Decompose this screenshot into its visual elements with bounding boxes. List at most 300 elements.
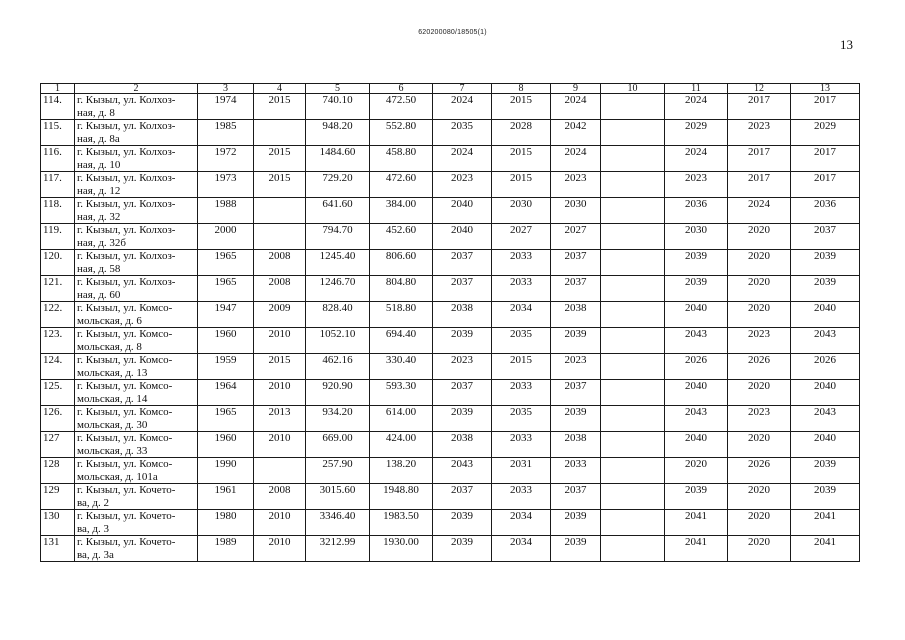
cell-col-12: 2024 (728, 198, 791, 224)
address-line-2: мольская, д. 101а (77, 470, 158, 483)
cell-col-5: 740.10 (306, 94, 370, 120)
table-row (41, 354, 860, 380)
cell-col-12: 2017 (728, 172, 791, 198)
cell-col-7: 2023 (433, 354, 492, 380)
address-line-2: мольская, д. 33 (77, 444, 148, 457)
cell-col-13: 2040 (791, 302, 860, 328)
row-number: 123. (41, 328, 75, 354)
table-row (41, 328, 860, 354)
cell-col-12: 2020 (728, 302, 791, 328)
address-line-1: г. Кызыл, ул. Колхоз- (77, 94, 176, 106)
address-cell (75, 406, 198, 432)
cell-col-7: 2038 (433, 302, 492, 328)
cell-col-11: 2040 (665, 380, 728, 406)
address-line-1: г. Кызыл, ул. Колхоз- (77, 198, 176, 210)
cell-col-6: 614.00 (370, 406, 433, 432)
cell-col-6: 1948.80 (370, 484, 433, 510)
cell-col-8: 2015 (492, 94, 551, 120)
data-table (40, 83, 860, 562)
cell-col-6: 472.60 (370, 172, 433, 198)
cell-col-13: 2043 (791, 406, 860, 432)
address-cell (75, 276, 198, 302)
cell-col-11: 2040 (665, 302, 728, 328)
cell-col-4: 2008 (254, 484, 306, 510)
cell-col-10 (601, 172, 665, 198)
row-number: 116. (41, 146, 75, 172)
table-row (41, 302, 860, 328)
address-line-2: ва, д. 2 (77, 496, 110, 509)
cell-col-3: 1965 (198, 276, 254, 302)
address-line-2: ва, д. 3 (77, 522, 110, 535)
cell-col-10 (601, 510, 665, 536)
cell-col-4: 2010 (254, 432, 306, 458)
cell-col-10 (601, 146, 665, 172)
row-number: 115. (41, 120, 75, 146)
row-number: 122. (41, 302, 75, 328)
cell-col-13: 2017 (791, 172, 860, 198)
cell-col-5: 3346.40 (306, 510, 370, 536)
cell-col-9: 2023 (551, 354, 601, 380)
table-row (41, 198, 860, 224)
address-line-2: ная, д. 58 (77, 262, 121, 275)
cell-col-11: 2043 (665, 328, 728, 354)
cell-col-10 (601, 536, 665, 562)
address-line-1: г. Кызыл, ул. Колхоз- (77, 250, 176, 262)
cell-col-8: 2033 (492, 250, 551, 276)
cell-col-7: 2037 (433, 276, 492, 302)
cell-col-13: 2039 (791, 250, 860, 276)
cell-col-9: 2030 (551, 198, 601, 224)
table-row (41, 458, 860, 484)
address-line-1: г. Кызыл, ул. Колхоз- (77, 276, 176, 288)
cell-col-4: 2015 (254, 354, 306, 380)
cell-col-5: 462.16 (306, 354, 370, 380)
cell-col-9: 2024 (551, 146, 601, 172)
cell-col-4 (254, 224, 306, 250)
cell-col-6: 1983.50 (370, 510, 433, 536)
address-line-1: г. Кызыл, ул. Комсо- (77, 406, 173, 418)
cell-col-12: 2023 (728, 120, 791, 146)
cell-col-9: 2039 (551, 328, 601, 354)
cell-col-5: 934.20 (306, 406, 370, 432)
address-line-2: мольская, д. 30 (77, 418, 148, 431)
cell-col-5: 3212.99 (306, 536, 370, 562)
cell-col-9: 2033 (551, 458, 601, 484)
address-cell (75, 380, 198, 406)
cell-col-7: 2039 (433, 510, 492, 536)
address-cell (75, 250, 198, 276)
table-row (41, 536, 860, 562)
cell-col-9: 2039 (551, 510, 601, 536)
cell-col-11: 2040 (665, 432, 728, 458)
address-line-2: ная, д. 32 (77, 210, 121, 223)
address-line-2: мольская, д. 14 (77, 392, 148, 405)
cell-col-10 (601, 250, 665, 276)
cell-col-5: 794.70 (306, 224, 370, 250)
cell-col-10 (601, 302, 665, 328)
row-number: 125. (41, 380, 75, 406)
cell-col-11: 2023 (665, 172, 728, 198)
cell-col-13: 2036 (791, 198, 860, 224)
cell-col-9: 2037 (551, 276, 601, 302)
cell-col-12: 2026 (728, 354, 791, 380)
table-row (41, 172, 860, 198)
cell-col-5: 920.90 (306, 380, 370, 406)
cell-col-4: 2010 (254, 510, 306, 536)
cell-col-8: 2034 (492, 510, 551, 536)
address-cell (75, 328, 198, 354)
cell-col-10 (601, 432, 665, 458)
address-line-1: г. Кызыл, ул. Комсо- (77, 328, 173, 340)
address-cell (75, 510, 198, 536)
cell-col-13: 2017 (791, 146, 860, 172)
address-line-1: г. Кызыл, ул. Комсо- (77, 302, 173, 314)
address-cell (75, 536, 198, 562)
cell-col-13: 2037 (791, 224, 860, 250)
cell-col-13: 2017 (791, 94, 860, 120)
cell-col-12: 2017 (728, 94, 791, 120)
cell-col-6: 694.40 (370, 328, 433, 354)
column-header: 12 (728, 84, 791, 94)
cell-col-7: 2039 (433, 536, 492, 562)
cell-col-7: 2040 (433, 198, 492, 224)
address-line-2: ная, д. 10 (77, 158, 121, 171)
cell-col-7: 2037 (433, 250, 492, 276)
cell-col-5: 1052.10 (306, 328, 370, 354)
cell-col-5: 1245.40 (306, 250, 370, 276)
row-number: 130 (41, 510, 75, 536)
address-line-1: г. Кызыл, ул. Комсо- (77, 354, 173, 366)
cell-col-3: 1985 (198, 120, 254, 146)
address-line-2: мольская, д. 8 (77, 340, 142, 353)
row-number: 120. (41, 250, 75, 276)
row-number: 127 (41, 432, 75, 458)
cell-col-12: 2020 (728, 276, 791, 302)
cell-col-3: 1974 (198, 94, 254, 120)
table-row (41, 406, 860, 432)
column-header: 6 (370, 84, 433, 94)
cell-col-3: 1972 (198, 146, 254, 172)
address-cell (75, 94, 198, 120)
cell-col-7: 2024 (433, 146, 492, 172)
cell-col-13: 2040 (791, 432, 860, 458)
cell-col-6: 552.80 (370, 120, 433, 146)
row-number: 131 (41, 536, 75, 562)
cell-col-12: 2023 (728, 328, 791, 354)
cell-col-8: 2033 (492, 380, 551, 406)
address-line-2: ная, д. 8а (77, 132, 120, 145)
cell-col-10 (601, 458, 665, 484)
table-row (41, 94, 860, 120)
cell-col-11: 2024 (665, 146, 728, 172)
cell-col-9: 2037 (551, 380, 601, 406)
cell-col-13: 2039 (791, 276, 860, 302)
cell-col-4: 2015 (254, 172, 306, 198)
column-header: 10 (601, 84, 665, 94)
table-row (41, 510, 860, 536)
cell-col-8: 2015 (492, 354, 551, 380)
address-cell (75, 458, 198, 484)
cell-col-8: 2034 (492, 302, 551, 328)
row-number: 118. (41, 198, 75, 224)
cell-col-12: 2020 (728, 510, 791, 536)
column-header: 9 (551, 84, 601, 94)
address-line-1: г. Кызыл, ул. Колхоз- (77, 172, 176, 184)
cell-col-4: 2015 (254, 146, 306, 172)
cell-col-3: 1989 (198, 536, 254, 562)
address-cell (75, 224, 198, 250)
cell-col-3: 1961 (198, 484, 254, 510)
cell-col-10 (601, 406, 665, 432)
cell-col-4: 2010 (254, 328, 306, 354)
cell-col-3: 1990 (198, 458, 254, 484)
column-header: 7 (433, 84, 492, 94)
cell-col-3: 1960 (198, 432, 254, 458)
cell-col-6: 806.60 (370, 250, 433, 276)
cell-col-8: 2028 (492, 120, 551, 146)
cell-col-10 (601, 354, 665, 380)
column-header: 4 (254, 84, 306, 94)
cell-col-9: 2037 (551, 484, 601, 510)
cell-col-3: 1988 (198, 198, 254, 224)
cell-col-11: 2043 (665, 406, 728, 432)
address-cell (75, 120, 198, 146)
cell-col-7: 2024 (433, 94, 492, 120)
cell-col-3: 1964 (198, 380, 254, 406)
column-header: 1 (41, 84, 75, 94)
cell-col-10 (601, 328, 665, 354)
cell-col-11: 2036 (665, 198, 728, 224)
cell-col-13: 2029 (791, 120, 860, 146)
address-line-2: ная, д. 60 (77, 288, 121, 301)
cell-col-10 (601, 484, 665, 510)
row-number: 126. (41, 406, 75, 432)
cell-col-4 (254, 120, 306, 146)
cell-col-11: 2030 (665, 224, 728, 250)
address-cell (75, 198, 198, 224)
cell-col-12: 2020 (728, 536, 791, 562)
cell-col-8: 2035 (492, 406, 551, 432)
address-line-1: г. Кызыл, ул. Кочето- (77, 510, 176, 522)
cell-col-3: 1980 (198, 510, 254, 536)
address-line-2: ная, д. 8 (77, 106, 115, 119)
cell-col-7: 2038 (433, 432, 492, 458)
cell-col-3: 1960 (198, 328, 254, 354)
cell-col-8: 2030 (492, 198, 551, 224)
cell-col-7: 2040 (433, 224, 492, 250)
cell-col-5: 729.20 (306, 172, 370, 198)
table-row (41, 146, 860, 172)
address-line-1: г. Кызыл, ул. Колхоз- (77, 224, 176, 236)
table-row (41, 484, 860, 510)
cell-col-4: 2013 (254, 406, 306, 432)
cell-col-8: 2035 (492, 328, 551, 354)
cell-col-6: 593.30 (370, 380, 433, 406)
cell-col-11: 2029 (665, 120, 728, 146)
cell-col-3: 2000 (198, 224, 254, 250)
cell-col-13: 2026 (791, 354, 860, 380)
cell-col-4: 2008 (254, 250, 306, 276)
address-cell (75, 484, 198, 510)
cell-col-7: 2035 (433, 120, 492, 146)
cell-col-11: 2041 (665, 536, 728, 562)
address-line-1: г. Кызыл, ул. Кочето- (77, 536, 176, 548)
cell-col-11: 2024 (665, 94, 728, 120)
cell-col-6: 384.00 (370, 198, 433, 224)
cell-col-9: 2037 (551, 250, 601, 276)
column-header: 3 (198, 84, 254, 94)
cell-col-9: 2038 (551, 302, 601, 328)
cell-col-8: 2027 (492, 224, 551, 250)
cell-col-5: 948.20 (306, 120, 370, 146)
cell-col-3: 1959 (198, 354, 254, 380)
cell-col-11: 2020 (665, 458, 728, 484)
address-line-1: г. Кызыл, ул. Кочето- (77, 484, 176, 496)
cell-col-9: 2038 (551, 432, 601, 458)
address-line-1: г. Кызыл, ул. Комсо- (77, 380, 173, 392)
table-row (41, 120, 860, 146)
cell-col-6: 424.00 (370, 432, 433, 458)
cell-col-4: 2015 (254, 94, 306, 120)
cell-col-12: 2020 (728, 484, 791, 510)
cell-col-12: 2026 (728, 458, 791, 484)
cell-col-9: 2042 (551, 120, 601, 146)
cell-col-13: 2039 (791, 484, 860, 510)
cell-col-9: 2027 (551, 224, 601, 250)
page-number: 13 (840, 37, 853, 52)
cell-col-4: 2010 (254, 380, 306, 406)
cell-col-11: 2039 (665, 484, 728, 510)
cell-col-4: 2010 (254, 536, 306, 562)
cell-col-7: 2039 (433, 406, 492, 432)
address-line-1: г. Кызыл, ул. Комсо- (77, 458, 173, 470)
cell-col-8: 2034 (492, 536, 551, 562)
cell-col-11: 2041 (665, 510, 728, 536)
cell-col-13: 2043 (791, 328, 860, 354)
cell-col-8: 2015 (492, 172, 551, 198)
table-row (41, 380, 860, 406)
cell-col-7: 2023 (433, 172, 492, 198)
document-id: 620200080/18505(1) (418, 29, 487, 36)
column-header: 8 (492, 84, 551, 94)
cell-col-4: 2009 (254, 302, 306, 328)
row-number: 129 (41, 484, 75, 510)
row-number: 114. (41, 94, 75, 120)
address-line-2: ная, д. 12 (77, 184, 121, 197)
cell-col-9: 2039 (551, 536, 601, 562)
table-row (41, 250, 860, 276)
table-row (41, 224, 860, 250)
address-line-1: г. Кызыл, ул. Колхоз- (77, 120, 176, 132)
address-line-2: мольская, д. 13 (77, 366, 148, 379)
address-line-1: г. Кызыл, ул. Комсо- (77, 432, 173, 444)
cell-col-8: 2033 (492, 484, 551, 510)
cell-col-4 (254, 458, 306, 484)
table-row (41, 276, 860, 302)
cell-col-5: 257.90 (306, 458, 370, 484)
cell-col-8: 2033 (492, 432, 551, 458)
cell-col-5: 669.00 (306, 432, 370, 458)
column-header: 5 (306, 84, 370, 94)
cell-col-11: 2026 (665, 354, 728, 380)
cell-col-6: 452.60 (370, 224, 433, 250)
address-cell (75, 172, 198, 198)
cell-col-6: 804.80 (370, 276, 433, 302)
cell-col-13: 2039 (791, 458, 860, 484)
cell-col-6: 472.50 (370, 94, 433, 120)
cell-col-13: 2040 (791, 380, 860, 406)
cell-col-8: 2031 (492, 458, 551, 484)
address-cell (75, 354, 198, 380)
cell-col-12: 2017 (728, 146, 791, 172)
address-cell (75, 146, 198, 172)
row-number: 121. (41, 276, 75, 302)
cell-col-8: 2015 (492, 146, 551, 172)
cell-col-3: 1973 (198, 172, 254, 198)
cell-col-10 (601, 94, 665, 120)
cell-col-6: 138.20 (370, 458, 433, 484)
address-cell (75, 432, 198, 458)
row-number: 124. (41, 354, 75, 380)
cell-col-9: 2024 (551, 94, 601, 120)
address-line-2: мольская, д. 6 (77, 314, 142, 327)
cell-col-11: 2039 (665, 250, 728, 276)
cell-col-13: 2041 (791, 536, 860, 562)
cell-col-7: 2043 (433, 458, 492, 484)
cell-col-12: 2020 (728, 250, 791, 276)
cell-col-5: 828.40 (306, 302, 370, 328)
cell-col-5: 1484.60 (306, 146, 370, 172)
cell-col-4 (254, 198, 306, 224)
cell-col-13: 2041 (791, 510, 860, 536)
column-header-row (41, 84, 860, 94)
column-header: 13 (791, 84, 860, 94)
cell-col-12: 2020 (728, 380, 791, 406)
cell-col-3: 1965 (198, 250, 254, 276)
cell-col-10 (601, 276, 665, 302)
column-header: 11 (665, 84, 728, 94)
cell-col-10 (601, 380, 665, 406)
cell-col-4: 2008 (254, 276, 306, 302)
cell-col-6: 330.40 (370, 354, 433, 380)
cell-col-5: 641.60 (306, 198, 370, 224)
address-line-1: г. Кызыл, ул. Колхоз- (77, 146, 176, 158)
row-number: 128 (41, 458, 75, 484)
cell-col-3: 1947 (198, 302, 254, 328)
cell-col-9: 2023 (551, 172, 601, 198)
table-row (41, 432, 860, 458)
cell-col-11: 2039 (665, 276, 728, 302)
cell-col-7: 2037 (433, 380, 492, 406)
cell-col-10 (601, 198, 665, 224)
cell-col-8: 2033 (492, 276, 551, 302)
cell-col-6: 1930.00 (370, 536, 433, 562)
cell-col-10 (601, 224, 665, 250)
cell-col-6: 458.80 (370, 146, 433, 172)
cell-col-7: 2037 (433, 484, 492, 510)
row-number: 119. (41, 224, 75, 250)
address-line-2: ва, д. 3а (77, 548, 114, 561)
cell-col-12: 2023 (728, 406, 791, 432)
cell-col-12: 2020 (728, 224, 791, 250)
column-header: 2 (75, 84, 198, 94)
cell-col-9: 2039 (551, 406, 601, 432)
cell-col-6: 518.80 (370, 302, 433, 328)
cell-col-10 (601, 120, 665, 146)
cell-col-3: 1965 (198, 406, 254, 432)
cell-col-7: 2039 (433, 328, 492, 354)
address-cell (75, 302, 198, 328)
